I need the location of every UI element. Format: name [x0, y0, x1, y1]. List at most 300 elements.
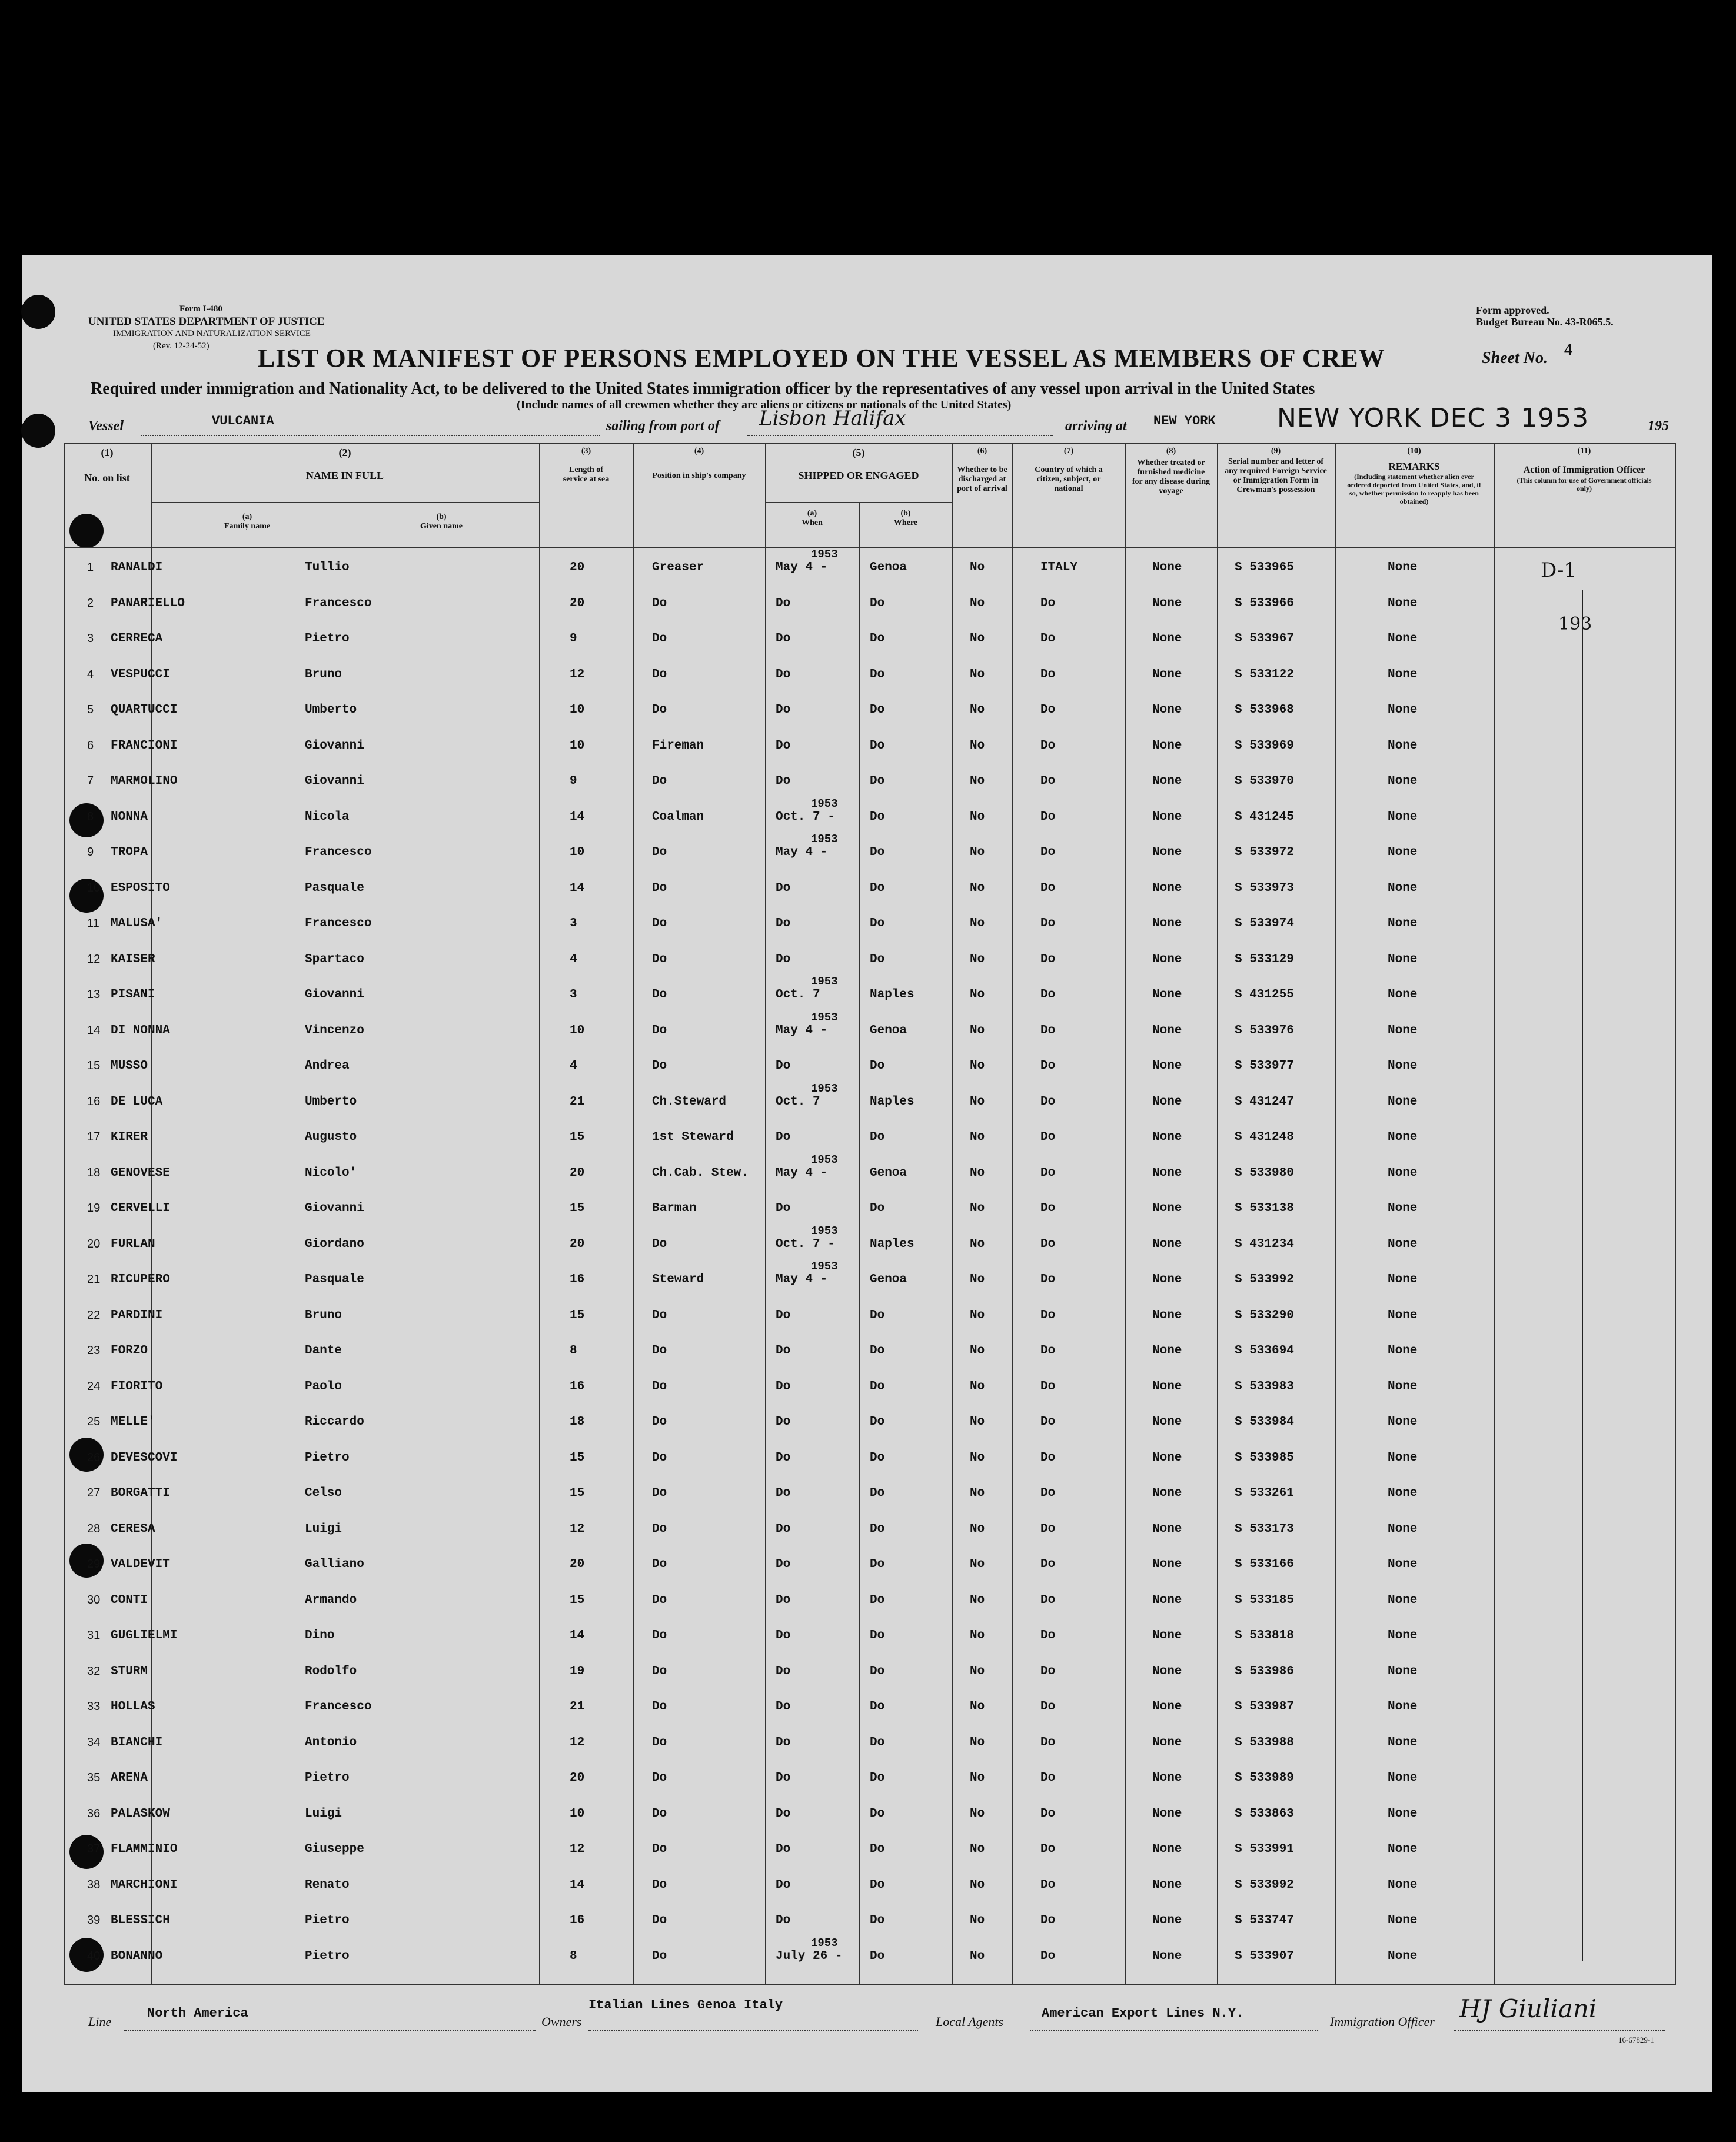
cell-discharge: No [970, 810, 985, 824]
cell-serial: S 533129 [1235, 952, 1294, 966]
cell-remarks: None [1388, 1166, 1418, 1180]
cell-country: Do [1040, 1949, 1056, 1963]
cell-serial: S 431255 [1235, 988, 1294, 1002]
cell-serial: S 431247 [1235, 1095, 1294, 1109]
cell-when: Do [776, 774, 791, 788]
cell-serial: S 533122 [1235, 667, 1294, 681]
cell-position: Do [652, 596, 667, 610]
cell-discharge: No [970, 739, 985, 753]
cell-position: Coalman [652, 810, 704, 824]
cell-given: Spartaco [305, 952, 364, 966]
cell-medicine: None [1152, 1807, 1182, 1821]
cell-medicine: None [1152, 1771, 1182, 1785]
col-name-header: (2) NAME IN FULL [305, 447, 384, 481]
cell-position: Do [652, 1522, 667, 1536]
table-row [64, 1225, 1676, 1260]
cell-serial: S 533907 [1235, 1949, 1294, 1963]
cell-medicine: None [1152, 1664, 1182, 1678]
cell-remarks: None [1388, 1273, 1418, 1286]
cell-num: 8 [87, 810, 94, 823]
cell-position: Do [652, 1735, 667, 1749]
cell-when: Do [776, 1486, 791, 1500]
cell-country: Do [1040, 1558, 1056, 1571]
cell-position: Do [652, 1842, 667, 1856]
cell-length: 3 [570, 988, 577, 1002]
cell-position: Do [652, 1664, 667, 1678]
cell-num: 5 [87, 703, 94, 716]
cell-discharge: No [970, 703, 985, 717]
cell-where: Naples [870, 988, 914, 1002]
table-row [64, 1581, 1676, 1616]
table-row [64, 1652, 1676, 1687]
manifest-title: LIST OR MANIFEST OF PERSONS EMPLOYED ON THE VESSEL AS MEMBERS OF CREW [258, 344, 1385, 372]
cell-remarks: None [1388, 1095, 1418, 1109]
cell-length: 8 [570, 1344, 577, 1358]
cell-discharge: No [970, 1415, 985, 1429]
cell-family: PANARIELLO [111, 596, 185, 610]
cell-position: Ch.Cab. Stew. [652, 1166, 749, 1180]
cell-position: 1st Steward [652, 1130, 734, 1144]
cell-length: 14 [570, 881, 585, 895]
cell-country: Do [1040, 739, 1056, 753]
cell-length: 21 [570, 1700, 585, 1714]
cell-when: Do [776, 632, 791, 646]
cell-when: Do [776, 881, 791, 895]
cell-given: Celso [305, 1486, 342, 1500]
cell-position: Do [652, 1771, 667, 1785]
cell-length: 4 [570, 1059, 577, 1073]
col-given-name-header: (b) Given name [420, 513, 463, 531]
cell-position: Do [652, 1949, 667, 1963]
cell-given: Renato [305, 1878, 350, 1892]
cell-country: Do [1040, 1202, 1056, 1215]
sheet-label: Sheet No. [1482, 349, 1548, 367]
vessel-label: Vessel [88, 418, 124, 434]
cell-serial: S 431234 [1235, 1237, 1294, 1251]
cell-medicine: None [1152, 1273, 1182, 1286]
punch-hole [21, 295, 55, 329]
cell-when-year: 1953 [811, 1936, 838, 1950]
col-position-header: (4) Position in ship's company [652, 447, 746, 480]
cell-country: Do [1040, 881, 1056, 895]
col-serial-header: (9) Serial number and letter of any required Foreign Service or Immigration Form in Crewman's possession [1225, 447, 1327, 494]
cell-family: MELLE' [111, 1415, 155, 1429]
cell-given: Pietro [305, 1451, 350, 1465]
cell-country: Do [1040, 1593, 1056, 1607]
table-row [64, 940, 1676, 975]
officer-count: 193 [1558, 614, 1592, 634]
cell-remarks: None [1388, 1949, 1418, 1963]
cell-when: Do [776, 703, 791, 717]
col-officer-header: (11) Action of Immigration Officer (This column for use of Government officials only) [1516, 447, 1652, 493]
cell-when: May 4 - [776, 846, 828, 859]
cell-serial: S 533987 [1235, 1700, 1294, 1714]
cell-where: Do [870, 1771, 885, 1785]
cell-length: 4 [570, 952, 577, 966]
sheet-number: 4 [1564, 341, 1572, 359]
cell-position: Do [652, 1059, 667, 1073]
col-no-header: (1) No. on list [84, 447, 130, 484]
cell-country: Do [1040, 1059, 1056, 1073]
table-row [64, 1474, 1676, 1509]
cell-given: Augusto [305, 1130, 357, 1144]
cell-discharge: No [970, 1451, 985, 1465]
col-discharge-header: (6) Whether to be discharged at port of arrival [957, 447, 1007, 493]
cell-where: Do [870, 1059, 885, 1073]
cell-where: Do [870, 632, 885, 646]
cell-serial: S 533138 [1235, 1202, 1294, 1215]
cell-when: Oct. 7 - [776, 810, 835, 824]
cell-length: 12 [570, 1735, 585, 1749]
cell-medicine: None [1152, 1095, 1182, 1109]
cell-length: 12 [570, 1522, 585, 1536]
cell-family: FURLAN [111, 1237, 155, 1251]
cell-remarks: None [1388, 1558, 1418, 1571]
cell-country: Do [1040, 1807, 1056, 1821]
cell-position: Do [652, 846, 667, 859]
table-row [64, 1260, 1676, 1295]
cell-discharge: No [970, 1842, 985, 1856]
col-family-name-header: (a) Family name [224, 513, 271, 531]
cell-given: Giovanni [305, 1202, 364, 1215]
cell-country: Do [1040, 1735, 1056, 1749]
table-row [64, 975, 1676, 1010]
table-row [64, 1901, 1676, 1936]
cell-remarks: None [1388, 1593, 1418, 1607]
cell-position: Do [652, 1415, 667, 1429]
cell-when-year: 1953 [811, 548, 838, 561]
table-row [64, 1082, 1676, 1117]
cell-remarks: None [1388, 774, 1418, 788]
cell-where: Do [870, 1807, 885, 1821]
cell-medicine: None [1152, 632, 1182, 646]
cell-medicine: None [1152, 1842, 1182, 1856]
table-row [64, 1830, 1676, 1865]
cell-where: Do [870, 1415, 885, 1429]
cell-when: May 4 - [776, 1166, 828, 1180]
cell-where: Naples [870, 1237, 914, 1251]
cell-discharge: No [970, 1486, 985, 1500]
cell-remarks: None [1388, 988, 1418, 1002]
cell-where: Do [870, 1451, 885, 1465]
cell-medicine: None [1152, 774, 1182, 788]
cell-length: 20 [570, 1771, 585, 1785]
cell-when: Do [776, 1344, 791, 1358]
arriving-port: NEW YORK [1153, 414, 1216, 428]
cell-length: 10 [570, 1023, 585, 1037]
cell-position: Do [652, 988, 667, 1002]
form-number: Form I-480 [179, 304, 222, 314]
cell-length: 14 [570, 1629, 585, 1642]
cell-remarks: None [1388, 1842, 1418, 1856]
cell-discharge: No [970, 1308, 985, 1322]
cell-position: Do [652, 1807, 667, 1821]
cell-given: Giovanni [305, 988, 364, 1002]
cell-family: CERVELLI [111, 1202, 170, 1215]
cell-country: Do [1040, 1629, 1056, 1642]
cell-where: Do [870, 1522, 885, 1536]
cell-discharge: No [970, 1344, 985, 1358]
table-row [64, 1545, 1676, 1580]
cell-where: Do [870, 1878, 885, 1892]
cell-position: Do [652, 917, 667, 930]
table-row [64, 904, 1676, 939]
cell-length: 16 [570, 1273, 585, 1286]
cell-remarks: None [1388, 1700, 1418, 1714]
cell-length: 20 [570, 561, 585, 574]
cell-country: Do [1040, 774, 1056, 788]
year-suffix: 195 [1648, 418, 1669, 434]
inclusion-note: (Include names of all crewmen whether they are aliens or citizens or nationals of the United States) [517, 398, 1012, 411]
cell-discharge: No [970, 988, 985, 1002]
cell-given: Nicola [305, 810, 350, 824]
punch-hole [21, 414, 55, 448]
cell-where: Do [870, 1593, 885, 1607]
cell-serial: S 533976 [1235, 1023, 1294, 1037]
cell-family: BIANCHI [111, 1735, 163, 1749]
cell-family: BONANNO [111, 1949, 163, 1963]
cell-given: Galliano [305, 1558, 364, 1571]
cell-where: Genoa [870, 1273, 907, 1286]
cell-family: MALUSA' [111, 917, 163, 930]
cell-medicine: None [1152, 1949, 1182, 1963]
cell-medicine: None [1152, 988, 1182, 1002]
cell-given: Dante [305, 1344, 342, 1358]
cell-num: 24 [87, 1379, 101, 1393]
cell-discharge: No [970, 1949, 985, 1963]
cell-serial: S 533166 [1235, 1558, 1294, 1571]
arriving-label: arriving at [1065, 418, 1127, 434]
cell-serial: S 533818 [1235, 1629, 1294, 1642]
cell-serial: S 533984 [1235, 1415, 1294, 1429]
cell-serial: S 533977 [1235, 1059, 1294, 1073]
cell-family: FIORITO [111, 1379, 163, 1393]
cell-discharge: No [970, 881, 985, 895]
cell-when-year: 1953 [811, 797, 838, 810]
cell-medicine: None [1152, 1308, 1182, 1322]
cell-where: Do [870, 846, 885, 859]
cell-serial: S 533969 [1235, 739, 1294, 753]
table-row [64, 1758, 1676, 1794]
table-row [64, 1046, 1676, 1082]
cell-num: 18 [87, 1166, 101, 1179]
cell-when: Oct. 7 [776, 1095, 820, 1109]
revision: (Rev. 12-24-52) [153, 341, 209, 351]
cell-remarks: None [1388, 1415, 1418, 1429]
cell-num: 15 [87, 1059, 101, 1072]
cell-length: 16 [570, 1914, 585, 1927]
cell-serial: S 431245 [1235, 810, 1294, 824]
cell-where: Do [870, 917, 885, 930]
cell-when-year: 1953 [811, 1010, 838, 1024]
cell-num: 4 [87, 667, 94, 681]
cell-family: TROPA [111, 846, 148, 859]
cell-when: Do [776, 1700, 791, 1714]
cell-length: 15 [570, 1202, 585, 1215]
cell-length: 9 [570, 632, 577, 646]
cell-num: 13 [87, 988, 101, 1001]
cell-given: Pietro [305, 1949, 350, 1963]
cell-discharge: No [970, 561, 985, 574]
table-row [64, 1723, 1676, 1758]
cell-discharge: No [970, 1807, 985, 1821]
cell-serial: S 533970 [1235, 774, 1294, 788]
cell-num: 1 [87, 561, 94, 574]
cell-length: 20 [570, 596, 585, 610]
form-approved: Form approved. [1476, 304, 1549, 316]
cell-length: 12 [570, 667, 585, 681]
cell-remarks: None [1388, 846, 1418, 859]
cell-given: Vincenzo [305, 1023, 364, 1037]
manifest-sheet [22, 255, 1712, 2092]
cell-where: Do [870, 810, 885, 824]
cell-length: 14 [570, 1878, 585, 1892]
cell-serial: S 533968 [1235, 703, 1294, 717]
cell-family: CERRECA [111, 632, 163, 646]
cell-when: Do [776, 1629, 791, 1642]
budget-bureau: Budget Bureau No. 43-R065.5. [1476, 316, 1614, 328]
cell-num: 10 [87, 881, 101, 894]
table-row [64, 1616, 1676, 1651]
agents-label: Local Agents [936, 2014, 1004, 2029]
cell-medicine: None [1152, 1344, 1182, 1358]
cell-medicine: None [1152, 1700, 1182, 1714]
owners-label: Owners [541, 2014, 582, 2029]
cell-country: Do [1040, 1486, 1056, 1500]
cell-medicine: None [1152, 1593, 1182, 1607]
cell-country: Do [1040, 1237, 1056, 1251]
table-row [64, 1296, 1676, 1331]
cell-country: Do [1040, 1273, 1056, 1286]
cell-country: Do [1040, 1878, 1056, 1892]
cell-discharge: No [970, 774, 985, 788]
line-label: Line [88, 2014, 112, 2029]
cell-remarks: None [1388, 1023, 1418, 1037]
cell-family: FRANCIONI [111, 739, 178, 753]
cell-family: STURM [111, 1664, 148, 1678]
cell-length: 15 [570, 1130, 585, 1144]
col-where-header: (b) Where [893, 509, 918, 527]
cell-family: RANALDI [111, 561, 163, 574]
cell-when: Do [776, 1735, 791, 1749]
cell-medicine: None [1152, 703, 1182, 717]
cell-position: Do [652, 1629, 667, 1642]
cell-when-year: 1953 [811, 1260, 838, 1273]
officer-label: Immigration Officer [1330, 2014, 1435, 2029]
cell-num: 30 [87, 1593, 101, 1606]
cell-position: Do [652, 774, 667, 788]
cell-medicine: None [1152, 1379, 1182, 1393]
cell-serial: S 533747 [1235, 1914, 1294, 1927]
cell-country: Do [1040, 1023, 1056, 1037]
officer-bracket-line [1582, 590, 1583, 1961]
cell-remarks: None [1388, 667, 1418, 681]
cell-remarks: None [1388, 1237, 1418, 1251]
cell-when: Do [776, 1308, 791, 1322]
cell-country: Do [1040, 810, 1056, 824]
legal-subtitle: Required under immigration and Nationality Act, to be delivered to the United States immigration officer by the representatives of any vessel upon arrival in the United States [91, 380, 1315, 398]
cell-when: Do [776, 1593, 791, 1607]
cell-country: Do [1040, 1451, 1056, 1465]
cell-where: Do [870, 1735, 885, 1749]
cell-where: Do [870, 952, 885, 966]
cell-num: 9 [87, 846, 94, 859]
col-when-header: (a) When [802, 509, 823, 527]
cell-serial: S 533980 [1235, 1166, 1294, 1180]
cell-num: 37 [87, 1842, 101, 1855]
cell-medicine: None [1152, 1059, 1182, 1073]
cell-num: 38 [87, 1878, 101, 1891]
cell-serial: S 533986 [1235, 1664, 1294, 1678]
cell-given: Pietro [305, 632, 350, 646]
table-row [64, 1509, 1676, 1545]
cell-num: 17 [87, 1130, 101, 1143]
cell-num: 34 [87, 1735, 101, 1749]
cell-remarks: None [1388, 632, 1418, 646]
cell-when: Do [776, 1130, 791, 1144]
cell-country: Do [1040, 703, 1056, 717]
cell-given: Nicolo' [305, 1166, 357, 1180]
cell-where: Do [870, 1949, 885, 1963]
cell-family: DEVESCOVI [111, 1451, 178, 1465]
cell-medicine: None [1152, 561, 1182, 574]
cell-country: Do [1040, 846, 1056, 859]
col-medicine-header: (8) Whether treated or furnished medicine for any disease during voyage [1132, 447, 1210, 495]
cell-num: 19 [87, 1202, 101, 1215]
cell-where: Do [870, 667, 885, 681]
cell-where: Genoa [870, 561, 907, 574]
cell-discharge: No [970, 1735, 985, 1749]
cell-length: 9 [570, 774, 577, 788]
cell-remarks: None [1388, 1735, 1418, 1749]
cell-discharge: No [970, 1593, 985, 1607]
cell-country: Do [1040, 988, 1056, 1002]
cell-num: 28 [87, 1522, 101, 1535]
cell-position: Do [652, 1237, 667, 1251]
cell-where: Do [870, 703, 885, 717]
cell-remarks: None [1388, 1629, 1418, 1642]
cell-length: 16 [570, 1379, 585, 1393]
cell-where: Do [870, 1379, 885, 1393]
table-row [64, 869, 1676, 904]
cell-remarks: None [1388, 596, 1418, 610]
cell-position: Do [652, 1379, 667, 1393]
cell-remarks: None [1388, 952, 1418, 966]
cell-given: Bruno [305, 667, 342, 681]
cell-given: Rodolfo [305, 1664, 357, 1678]
cell-family: GENOVESE [111, 1166, 170, 1180]
table-row [64, 1794, 1676, 1830]
cell-remarks: None [1388, 1878, 1418, 1892]
cell-discharge: No [970, 632, 985, 646]
cell-discharge: No [970, 1629, 985, 1642]
manifest-footer [88, 1994, 1677, 2044]
cell-when: Do [776, 1807, 791, 1821]
cell-medicine: None [1152, 1130, 1182, 1144]
cell-length: 10 [570, 846, 585, 859]
table-row [64, 1367, 1676, 1402]
cell-given: Andrea [305, 1059, 350, 1073]
cell-when-year: 1953 [811, 1082, 838, 1095]
owners-value: Italian Lines Genoa Italy [588, 1998, 783, 2013]
cell-position: Do [652, 1878, 667, 1892]
cell-medicine: None [1152, 1202, 1182, 1215]
cell-country: Do [1040, 1522, 1056, 1536]
cell-when: Do [776, 952, 791, 966]
cell-when: Do [776, 1522, 791, 1536]
cell-position: Do [652, 1451, 667, 1465]
table-row [64, 1153, 1676, 1189]
